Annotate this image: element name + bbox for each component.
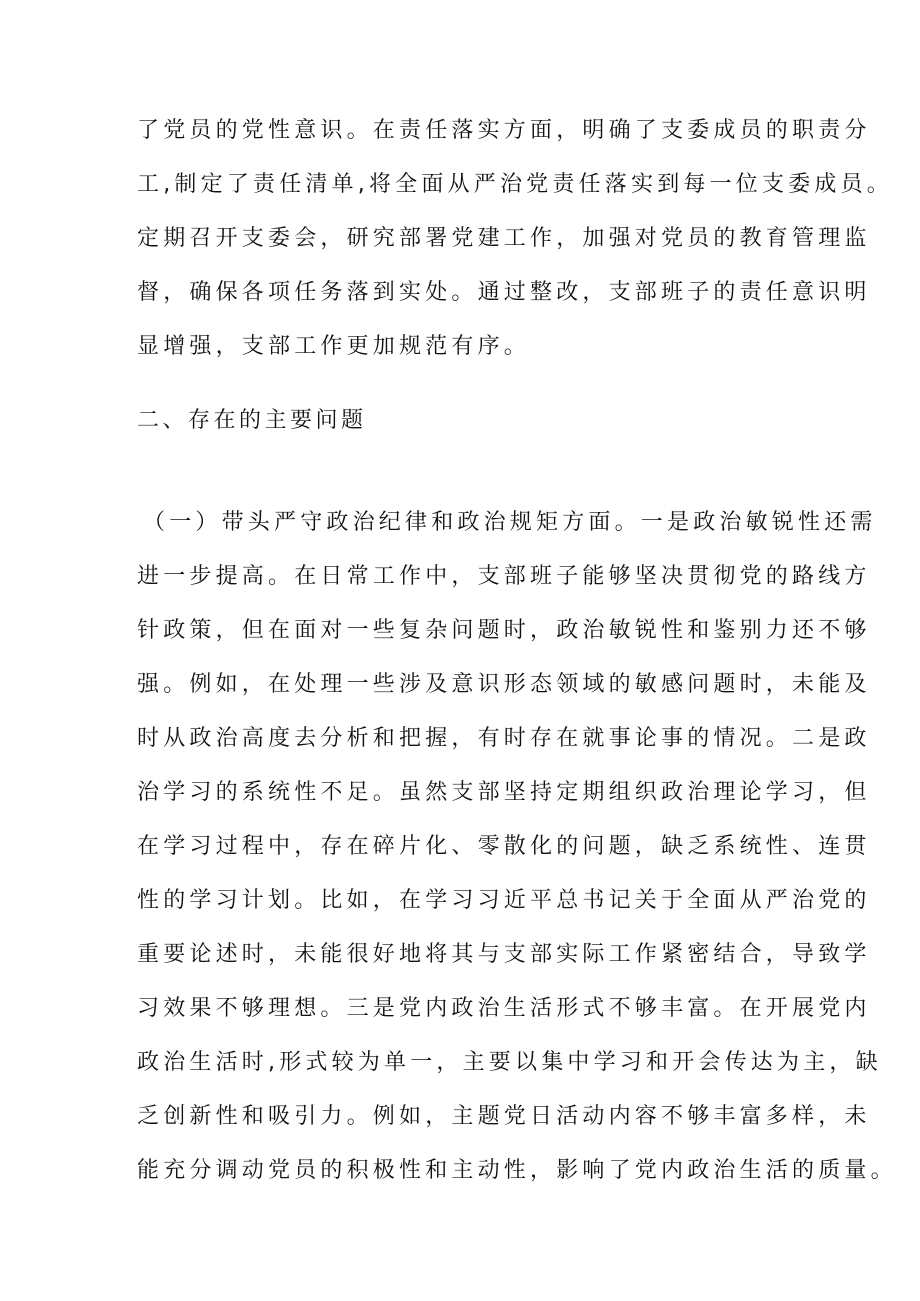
- paragraph-line: 政治生活时,形式较为单一，主要以集中学习和开会传达为主，缺: [137, 1050, 882, 1075]
- paragraph-line: 乏创新性和吸引力。例如，主题党日活动内容不够丰富多样，未: [137, 1104, 871, 1129]
- paragraph-line: 显增强，支部工作更加规范有序。: [137, 334, 531, 359]
- paragraph-line: 督，确保各项任务落到实处。通过整改，支部班子的责任意识明: [137, 280, 871, 305]
- paragraph-line: 强。例如，在处理一些涉及意识形态领域的敏感问题时，未能及: [137, 672, 871, 697]
- paragraph-line: 习效果不够理想。三是党内政治生活形式不够丰富。在开展党内: [137, 996, 871, 1021]
- paragraph-line: 工,制定了责任清单,将全面从严治党责任落实到每一位支委成员。: [137, 172, 893, 197]
- paragraph-line: 了党员的党性意识。在责任落实方面，明确了支委成员的职责分: [137, 118, 871, 143]
- paragraph-line: 性的学习计划。比如，在学习习近平总书记关于全面从严治党的: [137, 888, 871, 913]
- paragraph-line: 在学习过程中，存在碎片化、零散化的问题，缺乏系统性、连贯: [137, 834, 871, 859]
- paragraph-line: 针政策，但在面对一些复杂问题时，政治敏锐性和鉴别力还不够: [137, 618, 871, 643]
- paragraph-line: 时从政治高度去分析和把握，有时存在就事论事的情况。二是政: [137, 726, 871, 751]
- paragraph-line: （一）带头严守政治纪律和政治规矩方面。一是政治敏锐性还需: [143, 510, 877, 535]
- paragraph-line: 能充分调动党员的积极性和主动性，影响了党内政治生活的质量。: [137, 1158, 897, 1183]
- paragraph-line: 治学习的系统性不足。虽然支部坚持定期组织政治理论学习，但: [137, 780, 871, 805]
- paragraph-line: 定期召开支委会，研究部署党建工作，加强对党员的教育管理监: [137, 226, 871, 251]
- section-heading: 二、存在的主要问题: [137, 408, 367, 433]
- paragraph-line: 重要论述时，未能很好地将其与支部实际工作紧密结合，导致学: [137, 942, 871, 967]
- paragraph-line: 进一步提高。在日常工作中，支部班子能够坚决贯彻党的路线方: [137, 564, 871, 589]
